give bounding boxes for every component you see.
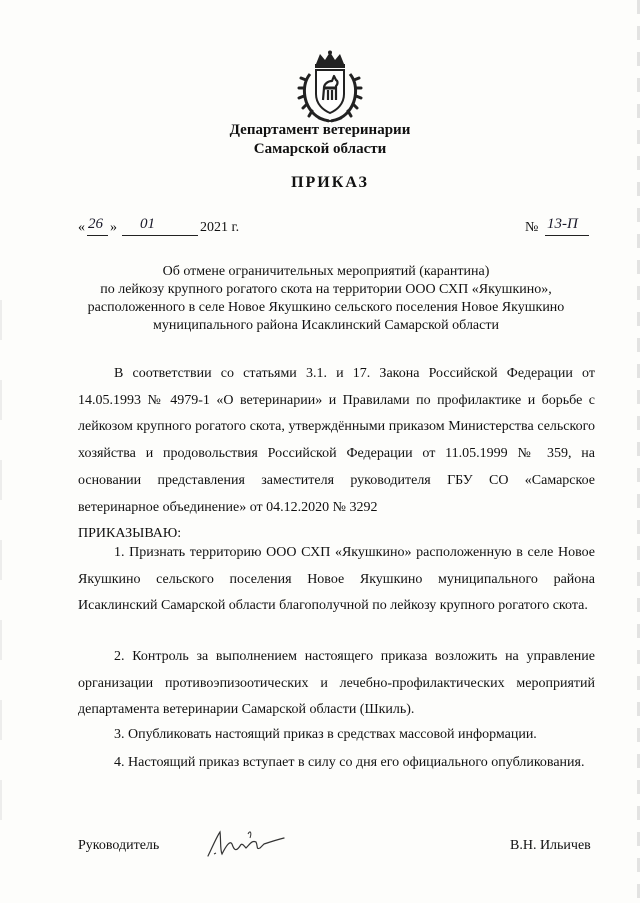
date-quote-close: » <box>110 220 117 235</box>
order-item-text: 1. Признать территорию ООО СХП «Якушкино» расположенную в селе Новое Якушкино сельского поселения Новое Якушкино муниципального района Исаклинский Самарской области благополучной по лейкозу крупного рогатого скота. <box>78 545 595 614</box>
number-label: № <box>525 220 539 235</box>
preamble-block <box>78 361 595 548</box>
order-date <box>78 218 278 238</box>
order-item-2 <box>78 644 595 724</box>
samara-region-coat-of-arms-icon <box>296 50 364 126</box>
order-item-text: 4. Настоящий приказ вступает в силу со дня его официального опубликования. <box>114 755 585 770</box>
date-year: 2021 г. <box>200 220 240 235</box>
order-item-3 <box>78 722 595 749</box>
number-underline <box>545 235 589 236</box>
subject-line: муниципального района Исаклинский Самарской области <box>153 318 499 333</box>
order-item-text: 3. Опубликовать настоящий приказ в средствах массовой информации. <box>114 727 537 742</box>
number-value: 13-П <box>547 216 578 232</box>
document-type-title: ПРИКАЗ <box>291 174 369 191</box>
order-subject <box>70 263 582 335</box>
date-quote-open: « <box>78 220 85 235</box>
date-day: 26 <box>88 216 103 232</box>
department-name: Департамент ветеринарии <box>229 122 411 138</box>
signatory-role: Руководитель <box>78 838 160 853</box>
order-item-4 <box>78 750 595 777</box>
subject-line: расположенного в селе Новое Якушкино сельского поселения Новое Якушкино <box>87 300 565 315</box>
date-month: 01 <box>140 216 155 232</box>
department-region: Самарской области <box>253 141 387 157</box>
month-underline <box>122 235 198 236</box>
order-number <box>525 218 605 238</box>
order-item-text: 2. Контроль за выполнением настоящего приказа возложить на управление организации противоэпизоотических и лечебно-профилактических мероприятий департамента ветеринарии Самарской области (Шкиль). <box>78 649 595 718</box>
subject-line: Об отмене ограничительных мероприятий (карантина) <box>162 264 490 279</box>
handwritten-signature-icon <box>204 826 288 860</box>
order-item-1 <box>78 540 595 620</box>
preamble-text: В соответствии со статьями 3.1. и 17. Закона Российской Федерации от 14.05.1993 № 4979-1 «О ветеринарии» и Правилами по профилактике и борьбе с лейкозом крупного рогатого скота, утверждёнными приказом Министерства сельского хозяйства и продовольствия Российской Федерации от 11.05.1999 № 359, на основании представления заместителя руководителя ГБУ СО «Самарское ветеринарное объединение» от 04.12.2020 № 3292 <box>78 366 595 515</box>
day-underline <box>87 235 108 236</box>
signatory-name: В.Н. Ильичев <box>510 838 591 853</box>
scan-edge-artifact-left <box>0 300 2 860</box>
subject-line: по лейкозу крупного рогатого скота на территории ООО СХП «Якушкино», <box>100 282 552 297</box>
order-word: ПРИКАЗЫВАЮ: <box>78 526 182 542</box>
